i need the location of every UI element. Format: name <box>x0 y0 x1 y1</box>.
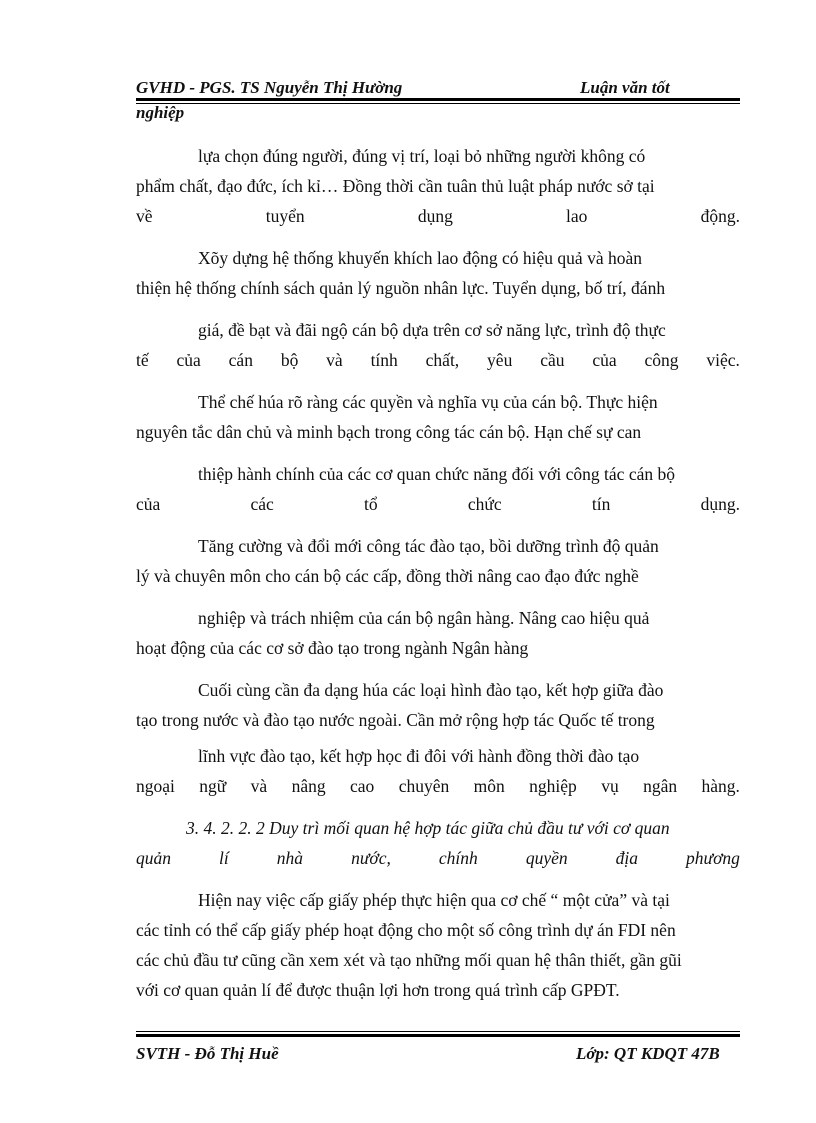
body-line: hoạt động của các cơ sở đào tạo trong ngành Ngân hàng <box>136 638 529 658</box>
word: phương <box>686 848 740 868</box>
word: hàng. <box>701 776 740 796</box>
body-line: giá, đề bạt và đãi ngộ cán bộ dựa trên cơ sở năng lực, trình độ thực <box>198 320 666 340</box>
word: cao <box>350 776 375 796</box>
word: ngân <box>643 776 678 796</box>
word: vụ <box>601 776 619 796</box>
body-line: lựa chọn đúng người, đúng vị trí, loại bỏ những người không có <box>198 146 646 166</box>
word: chuyên <box>398 776 450 796</box>
word: nâng <box>291 776 326 796</box>
body-line-justified <box>136 205 740 227</box>
word: dụng. <box>700 494 740 514</box>
body-line-justified <box>136 493 740 515</box>
word: chất, <box>425 350 460 370</box>
word: cầu <box>540 350 565 370</box>
word: của <box>136 494 161 514</box>
footer-class: Lớp: QT KDQT 47B <box>576 1044 720 1063</box>
word: công <box>644 350 679 370</box>
word: quản <box>136 848 171 868</box>
word: cán <box>228 350 253 370</box>
word: địa <box>615 848 639 868</box>
body-line: các tỉnh có thể cấp giấy phép hoạt động cho một số công trình dự án FDI nên <box>136 920 676 940</box>
header-rule-thin <box>136 103 740 104</box>
section-heading-justified <box>136 847 740 869</box>
word: tính <box>370 350 398 370</box>
word: quyền <box>525 848 568 868</box>
body-line: lý và chuyên môn cho cán bộ các cấp, đồng thời nâng cao đạo đức nghề <box>136 566 639 586</box>
body-line: Cuối cùng cần đa dạng húa các loại hình đào tạo, kết hợp giữa đào <box>198 680 664 700</box>
body-line: nghiệp và trách nhiệm của cán bộ ngân hàng. Nâng cao hiệu quả <box>198 608 650 628</box>
word: của <box>176 350 201 370</box>
header-rule-thick <box>136 98 740 101</box>
body-line: phẩm chất, đạo đức, ích kỉ… Đồng thời cần tuân thủ luật pháp nước sở tại <box>136 176 655 196</box>
word: dụng <box>417 206 453 226</box>
word: nước, <box>351 848 391 868</box>
body-line-justified <box>136 349 740 371</box>
body-line: Xõy dựng hệ thống khuyến khích lao động có hiệu quả và hoàn <box>198 248 642 268</box>
word: về <box>136 206 153 226</box>
footer-rule-thin <box>136 1031 740 1032</box>
body-line: các chủ đầu tư cũng cần xem xét và tạo những mối quan hệ thân thiết, gần gũi <box>136 950 682 970</box>
word: lao <box>566 206 588 226</box>
footer-rule-thick <box>136 1034 740 1037</box>
word: ngoại <box>136 776 175 796</box>
word: và <box>250 776 268 796</box>
header-advisor: GVHD - PGS. TS Nguyễn Thị Hường <box>136 78 403 97</box>
section-heading: 3. 4. 2. 2. 2 Duy trì mối quan hệ hợp tác giữa chủ đầu tư với cơ quan <box>186 818 670 838</box>
word: tế <box>136 350 149 370</box>
body-line: Tăng cường và đổi mới công tác đào tạo, bồi dưỡng trình độ quản <box>198 536 659 556</box>
body-line: nguyên tắc dân chủ và minh bạch trong công tác cán bộ. Hạn chế sự can <box>136 422 642 442</box>
word: tổ <box>364 494 378 514</box>
body-line: Thể chế húa rõ ràng các quyền và nghĩa vụ của cán bộ. Thực hiện <box>198 392 658 412</box>
footer-author: SVTH - Đỗ Thị Huề <box>136 1044 279 1063</box>
body-line: với cơ quan quản lí để được thuận lợi hơn trong quá trình cấp GPĐT. <box>136 980 620 1000</box>
word: của <box>592 350 617 370</box>
word: chức <box>467 494 502 514</box>
header-doc-type-wrap: nghiệp <box>136 103 185 122</box>
word: tín <box>591 494 611 514</box>
body-line: Hiện nay việc cấp giấy phép thực hiện qua cơ chế “ một cửa” và tại <box>198 890 670 910</box>
header-doc-type: Luận văn tốt <box>580 78 670 97</box>
word: môn <box>473 776 505 796</box>
word: và <box>326 350 343 370</box>
body-line-justified <box>136 775 740 797</box>
word: các <box>250 494 274 514</box>
word: chính <box>438 848 478 868</box>
word: tuyển <box>265 206 305 226</box>
word: lí <box>219 848 229 868</box>
word: nghiệp <box>529 776 577 796</box>
body-line: thiệp hành chính của các cơ quan chức năng đối với công tác cán bộ <box>198 464 675 484</box>
body-line: lĩnh vực đào tạo, kết hợp học đi đôi với hành đồng thời đào tạo <box>198 746 640 766</box>
word: ngữ <box>199 776 227 796</box>
word: yêu <box>487 350 513 370</box>
body-line: tạo trong nước và đào tạo nước ngoài. Cần mở rộng hợp tác Quốc tế trong <box>136 710 655 730</box>
word: bộ <box>280 350 299 370</box>
word: việc. <box>706 350 740 370</box>
word: nhà <box>276 848 304 868</box>
word: động. <box>700 206 740 226</box>
body-line: thiện hệ thống chính sách quản lý nguồn nhân lực. Tuyển dụng, bố trí, đánh <box>136 278 666 298</box>
